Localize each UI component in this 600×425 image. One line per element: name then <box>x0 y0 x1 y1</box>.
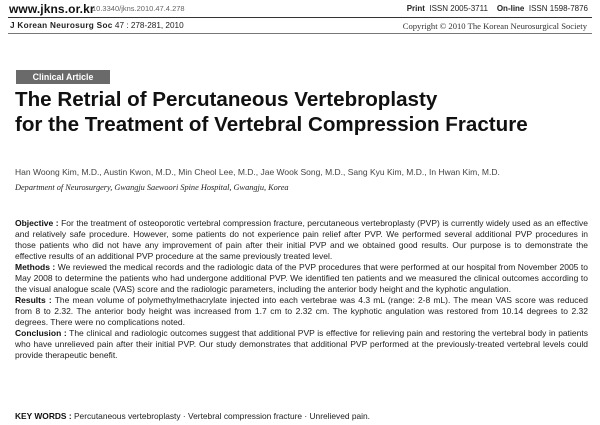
copyright: Copyright © 2010 The Korean Neurosurgical Society <box>402 21 587 31</box>
keywords-text: Percutaneous vertebroplasty · Vertebral compression fracture · Unrelieved pain. <box>73 411 371 421</box>
methods-text: We reviewed the medical records and the radiologic data of the PVP procedures that were performed at our hospital from November 2005 to May 2008 to determine the patients who had undergone additional PVP. We identified ten patients and we measured the clinical outcomes according to the visual analogue scale (VAS) score and the radiologic parameters, including the anterior body height and the kyphotic angulation. <box>15 262 588 294</box>
conclusion-text: The clinical and radiologic outcomes suggest that additional PVP is effective for relieving pain and restoring the vertebral body in patients who have unrelieved pain after their initial PVP. Our study demonstrates that additional PVP performed at the previously-treated vertebral levels could provide therapeutic benefit. <box>15 328 588 360</box>
objective-label: Objective : <box>15 218 59 228</box>
author-list: Han Woong Kim, M.D., Austin Kwon, M.D., Min Cheol Lee, M.D., Jae Wook Song, M.D., Sang Kyu Kim, M.D., In Hwan Kim, M.D. <box>15 167 500 177</box>
doi[interactable]: 10.3340/jkns.2010.47.4.278 <box>92 4 185 13</box>
title-line-1: The Retrial of Percutaneous Vertebroplasty <box>15 88 438 111</box>
article-type-badge: Clinical Article <box>16 70 110 84</box>
article-title <box>15 87 590 137</box>
conclusion-label: Conclusion : <box>15 328 67 338</box>
issn-info <box>407 4 588 13</box>
header-rule <box>8 17 592 18</box>
abstract-objective <box>15 218 588 262</box>
keywords-label: KEY WORDS : <box>15 411 72 421</box>
print-label: Print <box>406 4 425 13</box>
header-rule-secondary <box>8 33 592 34</box>
online-issn: ISSN 1598-7876 <box>528 4 588 13</box>
results-text: The mean volume of polymethylmethacrylate injected into each vertebrae was 4.3 mL (range: 2-8 mL). The mean VAS score was reduced from 8 to 2.32. The anterior body height was increased from 1.7 cm to 2.32 cm. The kyphotic angulation was restored from 10.14 degrees to 2.32 degrees. There were no complications noted. <box>15 295 588 327</box>
abstract-results <box>15 295 588 328</box>
journal-volume: 47 : 278-281, 2010 <box>114 21 184 30</box>
title-line-2: for the Treatment of Vertebral Compression Fracture <box>15 113 528 136</box>
results-label: Results : <box>15 295 52 305</box>
abstract-methods <box>15 262 588 295</box>
print-issn: ISSN 2005-3711 <box>429 4 488 13</box>
journal-name: J Korean Neurosurg Soc <box>10 21 113 30</box>
abstract <box>15 218 588 361</box>
journal-citation <box>10 21 184 30</box>
keywords <box>15 411 370 421</box>
objective-text: For the treatment of osteoporotic vertebral compression fracture, percutaneous vertebroplasty (PVP) is currently widely used as an effective and relatively safe procedure. However, some patients do not experience pain relief after PVP. We performed several additional PVP procedures in those patients who did not have any improvement of pain after their initial PVP and we obtained good results. Our purpose is to demonstrate the effective results of an additional PVP procedure at the same previously treated level. <box>15 218 588 261</box>
affiliation: Department of Neurosurgery, Gwangju Saewoori Spine Hospital, Gwangju, Korea <box>15 183 289 192</box>
abstract-conclusion <box>15 328 588 361</box>
methods-label: Methods : <box>15 262 56 272</box>
journal-website[interactable]: www.jkns.or.kr <box>9 2 95 16</box>
page-header <box>8 2 592 18</box>
online-label: On-line <box>496 4 525 13</box>
